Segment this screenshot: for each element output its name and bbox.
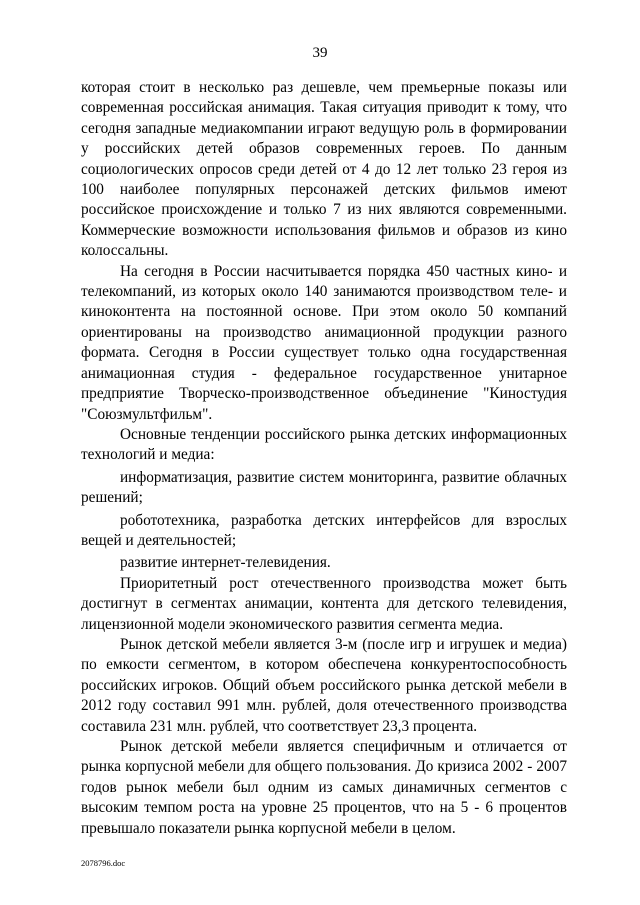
page-number: 39 <box>312 45 328 61</box>
body-text <box>81 78 567 839</box>
paragraph-furniture-specifics: Рынок детской мебели является специфичным и отличается от рынка корпусной мебели для общего пользования. До кризиса 2002 - 2007 годов рынок мебели был одним из самых динамичных сегментов с высоким темпом роста на уровне 25 процентов, что на 5 - 6 процентов превышало показатели рынка корпусной мебели в целом. <box>81 738 567 837</box>
paragraph-furniture-market: Рынок детской мебели является 3-м (после игр и игрушек и медиа) по емкости сегментом, в котором обеспечена конкурентоспособность российских игроков. Общий объем российского рынка детской мебели в 2012 году составил 991 млн. рублей, доля отечественного производства составила 231 млн. рублей, что соответствует 23,3 процента. <box>81 635 567 735</box>
list-item-informatization: информатизация, развитие систем мониторинга, развитие облачных решений; <box>81 468 567 507</box>
paragraph-companies-count: На сегодня в России насчитывается порядка 450 частных кино- и телекомпаний, из которых около 140 занимаются производством теле- и киноконтента на постоянной основе. При этом около 50 компаний ориентированы на производство анимационной продукции разного формата. Сегодня в России существует только одна государственная анимационная студия - федеральное государственное унитарное предприятие Творческо-производственное объединение "Киностудия "Союзмультфильм". <box>81 262 567 423</box>
list-item-robotics: робототехника, разработка детских интерфейсов для взрослых вещей и деятельностей; <box>81 511 567 549</box>
paragraph-priority-growth: Приоритетный рост отечественного производства может быть достигнут в сегментах анимации, контента для детского телевидения, лицензионной модели экономического развития сегмента медиа. <box>81 574 567 633</box>
footer-filename: 2078796.doc <box>81 858 126 868</box>
paragraph-trends-intro: Основные тенденции российского рынка детских информационных технологий и медиа: <box>81 425 567 464</box>
paragraph-foreign-media: которая стоит в несколько раз дешевле, чем премьерные показы или современная российская анимация. Такая ситуация приводит к тому, что сегодня западные медиакомпании играют ведущую роль в формировании у российских детей образов современных героев. По данным социологических опросов среди детей от 4 до 12 лет только 23 героя из 100 наиболее популярных персонажей детских фильмов имеют российское происхождение и только 7 из них являются современными. Коммерческие возможности использования фильмов и образов из кино колоссальны. <box>81 79 567 260</box>
list-item-internet-tv: развитие интернет-телевидения. <box>120 554 331 572</box>
